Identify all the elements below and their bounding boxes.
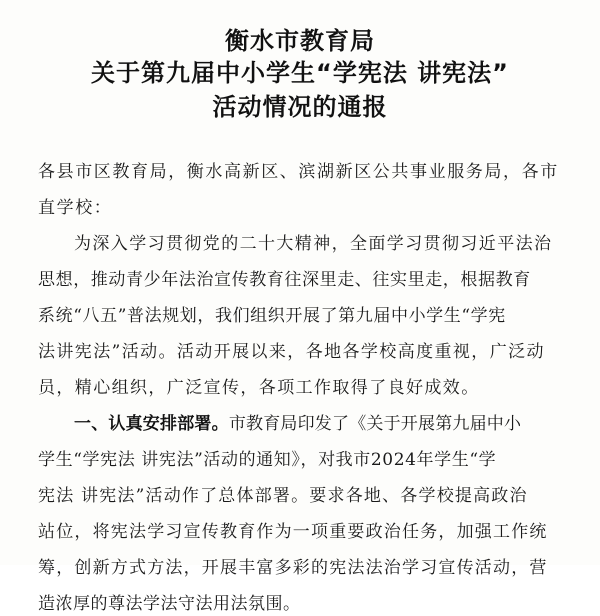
paragraph-2-line-4: 站位，将宪法学习宣传教育作为一项重要政治任务，加强工作统: [38, 522, 548, 542]
paragraph-2-line-5: 筹，创新方式方法，开展丰富多彩的宪法法治学习宣传活动，营: [38, 558, 548, 578]
document-title-line-3: 活动情况的通报: [212, 93, 388, 121]
paragraph-1-line-5: 员，精心组织，广泛宣传，各项工作取得了良好成效。: [38, 378, 480, 398]
paragraph-1-line-3: 系统“八五”普法规划，我们组织开展了第九届中小学生“学宪: [38, 306, 506, 326]
recipients-line-2: 直学校：: [38, 198, 113, 218]
paragraph-1-line-2: 思想，推动青少年法治宣传教育往深里走、往实里走，根据教育: [38, 270, 531, 290]
paragraph-1-line-4: 法讲宪法”活动。活动开展以来，各地各学校高度重视，广泛动: [38, 342, 545, 362]
recipients-line-1: 各县市区教育局，衡水高新区、滨湖新区公共事业服务局，各市: [38, 162, 559, 182]
document-issuer-title: 衡水市教育局: [225, 27, 375, 55]
section-heading: 一、认真安排部署。: [74, 414, 229, 434]
paragraph-2-line-1-text: 市教育局印发了《关于开展第九届中小: [228, 414, 522, 434]
paragraph-2-line-1: [74, 412, 521, 436]
paragraph-2-line-3: 宪法 讲宪法”活动作了总体部署。要求各地、各学校提高政治: [38, 486, 528, 506]
paragraph-2-line-6: 造浓厚的尊法学法守法用法氛围。: [38, 594, 301, 614]
paragraph-1-line-1: 为深入学习贯彻党的二十大精神，全面学习贯彻习近平法治: [74, 234, 553, 254]
document-title-line-2: 关于第九届中小学生“学宪法 讲宪法”: [91, 59, 509, 87]
paragraph-2-line-2: 学生“学宪法 讲宪法”活动的通知》，对我市2024年学生“学: [38, 450, 497, 470]
